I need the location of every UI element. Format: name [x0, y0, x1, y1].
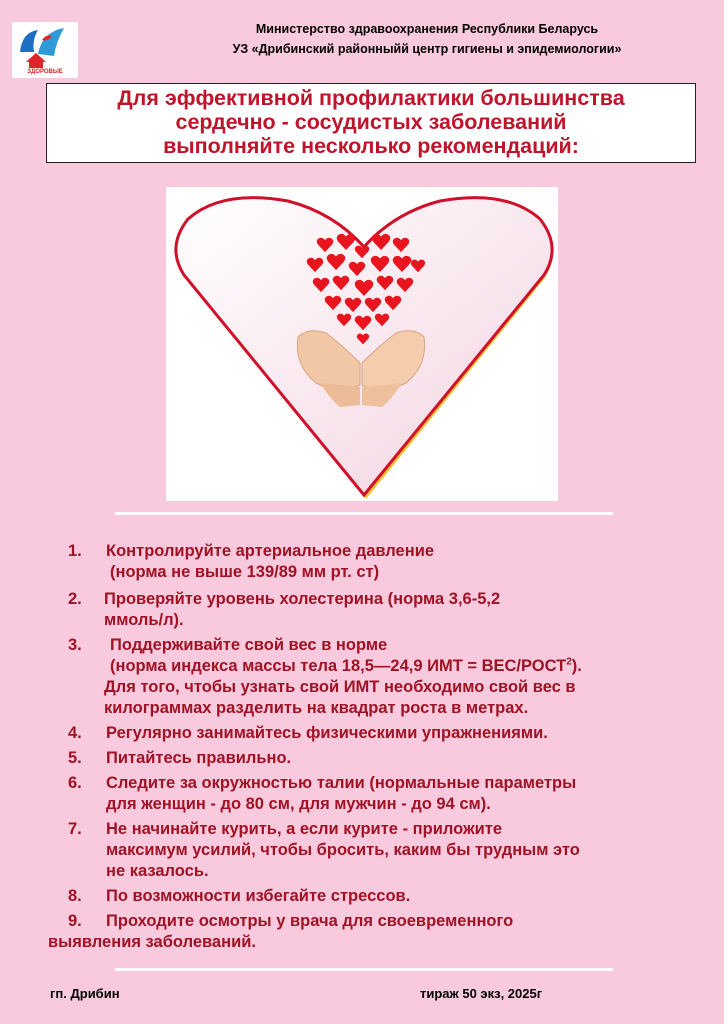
divider-bottom	[115, 968, 613, 971]
item-subtext: (норма не выше 139/89 мм рт. ст)	[110, 563, 380, 581]
bmi-formula: (норма индекса массы тела 18,5—24,9 ИМТ = ВЕС/РОСТ	[110, 657, 567, 675]
word: холестерина	[279, 590, 384, 608]
item-text	[106, 819, 664, 840]
word: врача	[290, 912, 338, 930]
illustration	[166, 187, 558, 501]
item-number: 7.	[68, 820, 82, 838]
item-text: Следите за окружностью талии (нормальные параметры	[106, 774, 577, 792]
list-item-8	[48, 886, 664, 907]
item-number: 1.	[68, 542, 82, 560]
item-text: По возможности избегайте стрессов.	[106, 887, 411, 905]
item-number: 4.	[68, 724, 82, 742]
title-line-1: Для эффективной профилактики большинства	[117, 86, 625, 110]
word: курить,	[221, 820, 282, 838]
item-number: 5.	[68, 749, 82, 767]
footer-print-run: тираж 50 экз, 2025г	[420, 986, 543, 1001]
word: -	[402, 820, 409, 838]
item-continuation: для женщин - до 80 см, для мужчин - до 94 см).	[106, 795, 491, 813]
header-institution: УЗ «Дрибинский районныйй центр гигиены и эпидемиологии»	[232, 42, 622, 56]
word: своевременного	[377, 912, 514, 930]
item-text: Контролируйте артериальное давление	[106, 542, 435, 560]
word: 3,6-5,2	[448, 590, 501, 608]
bmi-formula-end: ).	[571, 657, 582, 675]
word: Проверяйте	[104, 590, 203, 608]
item-text	[104, 589, 664, 610]
item-text: Поддерживайте свой вес в норме	[110, 636, 388, 654]
word: начинайте	[131, 820, 217, 838]
divider-top	[115, 512, 613, 515]
logo	[12, 22, 78, 78]
word: уровень	[206, 590, 275, 608]
word: осмотры	[198, 912, 272, 930]
word: Не	[106, 820, 128, 838]
word: если	[299, 820, 339, 838]
heart-in-hands-icon	[166, 187, 558, 501]
item-continuation: выявления заболеваний.	[48, 933, 256, 951]
list-item-6	[48, 773, 664, 815]
item-text: Регулярно занимайтесь физическими упражнениями.	[106, 724, 548, 742]
title-box	[46, 83, 696, 163]
item-continuation: максимум усилий, чтобы бросить, каким бы трудным это	[106, 841, 580, 859]
word: приложите	[412, 820, 503, 838]
header-ministry: Министерство здравоохранения Республики Беларусь	[255, 22, 599, 36]
list-item-3	[48, 635, 664, 719]
item-continuation-2: не казалось.	[106, 862, 209, 880]
item-number: 9.	[68, 912, 82, 930]
title-line-2: сердечно - сосудистых заболеваний	[175, 110, 567, 134]
word: для	[342, 912, 373, 930]
healthy-cities-logo-icon	[12, 22, 78, 78]
item-subtext	[104, 656, 664, 677]
recommendations-list	[48, 541, 664, 957]
item-line-4: килограммах разделить на квадрат роста в метрах.	[104, 699, 529, 717]
list-item-5	[48, 748, 664, 769]
list-item-7	[48, 819, 664, 882]
item-number: 8.	[68, 887, 82, 905]
title-line-3: выполняйте несколько рекомендаций:	[163, 134, 579, 158]
word: (норма	[387, 590, 445, 608]
list-item-1	[48, 541, 664, 583]
list-item-9	[48, 911, 664, 953]
logo-text: ЗДОРОВЫЕ	[27, 69, 63, 75]
superscript: 2	[566, 656, 572, 668]
item-number: 2.	[68, 590, 82, 608]
word: курите	[343, 820, 398, 838]
word: а	[286, 820, 296, 838]
list-item-4	[48, 723, 664, 744]
item-text	[106, 911, 664, 932]
item-text: Питайтесь правильно.	[106, 749, 292, 767]
word: у	[276, 912, 286, 930]
item-number: 3.	[68, 636, 82, 654]
header	[160, 19, 694, 59]
list-item-2	[48, 589, 664, 631]
word: Проходите	[106, 912, 195, 930]
item-line-3: Для того, чтобы узнать свой ИМТ необходимо свой вес в	[104, 678, 576, 696]
footer-place: гп. Дрибин	[50, 986, 120, 1001]
item-number: 6.	[68, 774, 82, 792]
item-continuation: ммоль/л).	[104, 611, 184, 629]
